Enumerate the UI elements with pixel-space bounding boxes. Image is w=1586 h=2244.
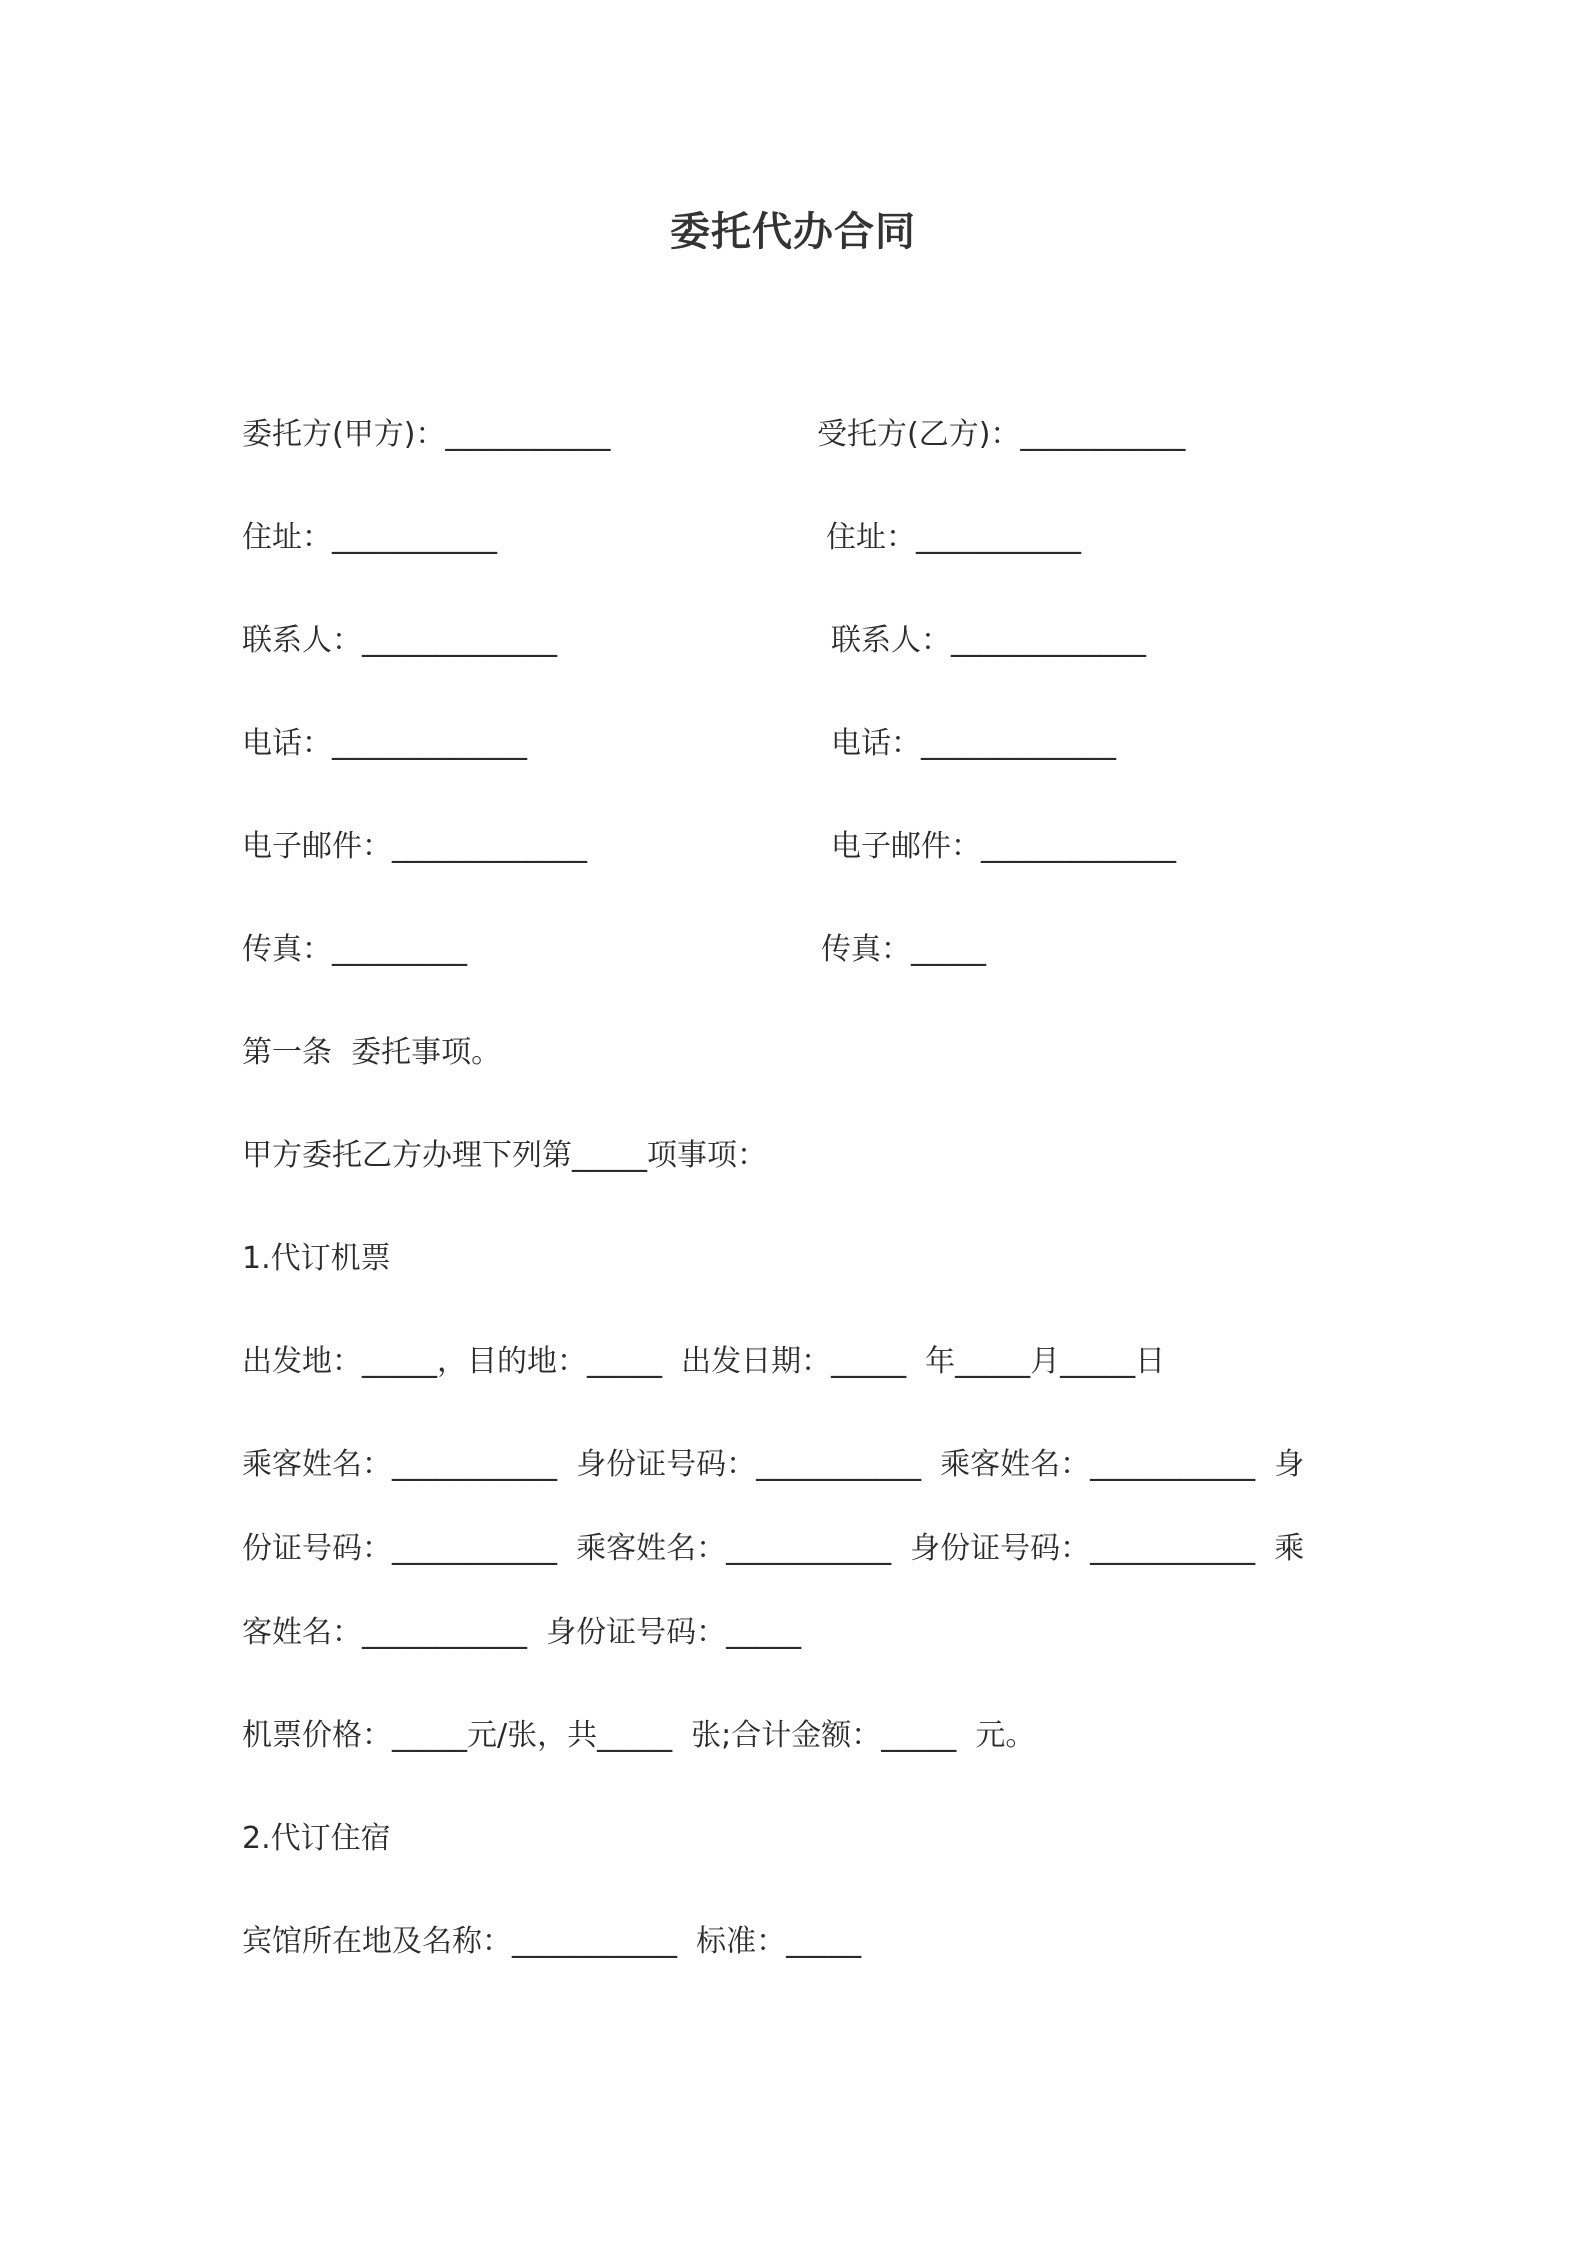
principal-field: 委托方(甲方)：___________ — [242, 417, 611, 452]
agent-phone-field: 电话：_____________ — [831, 726, 1116, 761]
item2-hotel-line: 宾馆所在地及名称：___________ 标准：_____ — [242, 1924, 862, 1959]
article1-heading: 第一条 委托事项。 — [242, 1035, 502, 1070]
item1-passengers-line-1: 乘客姓名：___________ 身份证号码：___________ 乘客姓名：___________ 身 — [242, 1447, 1305, 1482]
document-title: 委托代办合同 — [670, 209, 916, 255]
agent-contact-field: 联系人：_____________ — [831, 623, 1146, 658]
article1-intro: 甲方委托乙方办理下列第_____项事项： — [242, 1138, 767, 1173]
agent-address-field: 住址：___________ — [826, 520, 1081, 555]
agent-field: 受托方(乙方)：___________ — [817, 417, 1186, 452]
principal-contact-field: 联系人：_____________ — [242, 623, 557, 658]
item1-heading: 1.代订机票 — [242, 1241, 391, 1276]
principal-phone-field: 电话：_____________ — [242, 726, 527, 761]
principal-fax-field: 传真：_________ — [242, 932, 467, 967]
item1-passengers-line-3: 客姓名：___________ 身份证号码：_____ — [242, 1615, 802, 1650]
agent-fax-field: 传真：_____ — [821, 932, 986, 967]
item2-heading: 2.代订住宿 — [242, 1821, 391, 1856]
principal-email-field: 电子邮件：_____________ — [242, 829, 587, 864]
agent-email-field: 电子邮件：_____________ — [831, 829, 1176, 864]
item1-price-line: 机票价格：_____元/张，共_____ 张;合计金额：_____ 元。 — [242, 1718, 1036, 1753]
item1-passengers-line-2: 份证号码：___________ 乘客姓名：___________ 身份证号码：___________ 乘 — [242, 1531, 1305, 1566]
item1-route-line: 出发地：_____，目的地：_____ 出发日期：_____ 年_____月_____日 — [242, 1344, 1166, 1379]
principal-address-field: 住址：___________ — [242, 520, 497, 555]
